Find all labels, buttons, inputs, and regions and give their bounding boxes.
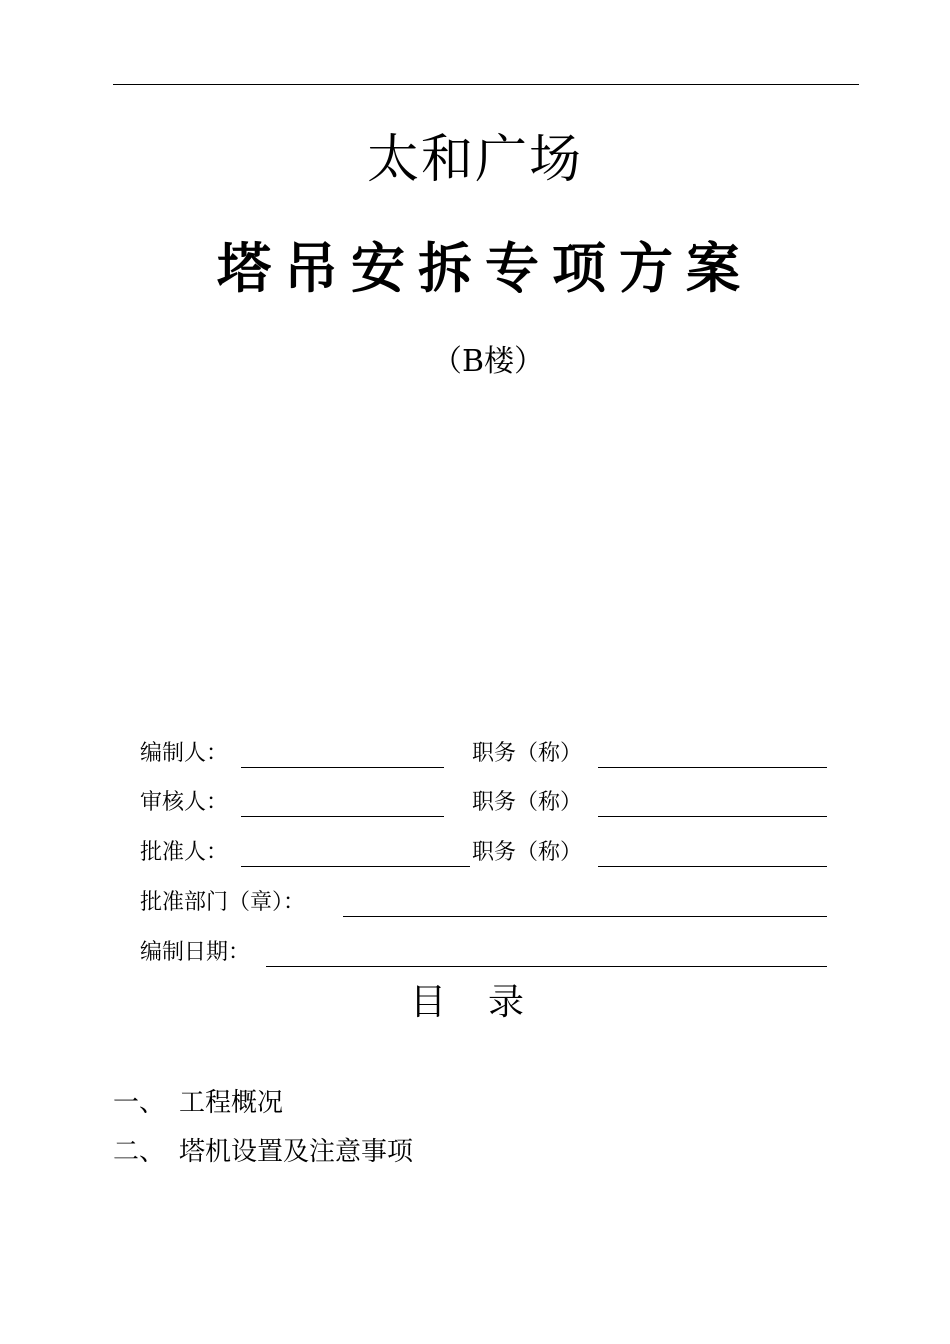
toc-item-text: 工程概况 [179, 1088, 284, 1118]
plan-title: 塔吊安拆专项方案 [217, 236, 753, 300]
compiler-position-blank [598, 767, 827, 768]
date-blank [266, 966, 827, 967]
department-row [0, 886, 950, 920]
department-label: 批准部门（章）： [140, 890, 306, 915]
reviewer-label: 审核人： [140, 790, 229, 815]
reviewer-position-label: 职务（称） [472, 790, 583, 815]
reviewer-blank [241, 816, 444, 817]
approver-label: 批准人： [140, 840, 229, 865]
approver-position-blank [598, 866, 827, 867]
project-name: 太和广场 [366, 130, 583, 190]
date-label: 编制日期： [140, 940, 251, 965]
top-rule [113, 84, 859, 85]
reviewer-row [0, 786, 950, 820]
department-blank [343, 916, 827, 917]
toc-item [113, 1134, 413, 1170]
toc-item-number: 一、 [113, 1088, 166, 1118]
building-tag: （B楼） [431, 344, 545, 379]
approver-row [0, 836, 950, 870]
compiler-row [0, 737, 950, 771]
toc-item [113, 1085, 283, 1121]
compiler-label: 编制人： [140, 741, 229, 766]
reviewer-position-blank [598, 816, 827, 817]
toc-item-number: 二、 [113, 1137, 166, 1167]
toc-item-text: 塔机设置及注意事项 [179, 1137, 414, 1167]
compiler-position-label: 职务（称） [472, 741, 583, 766]
approver-position-label: 职务（称） [472, 840, 583, 865]
date-row [0, 936, 950, 970]
approver-blank [241, 866, 470, 867]
compiler-blank [241, 767, 444, 768]
toc-title: 目录 [409, 982, 566, 1023]
